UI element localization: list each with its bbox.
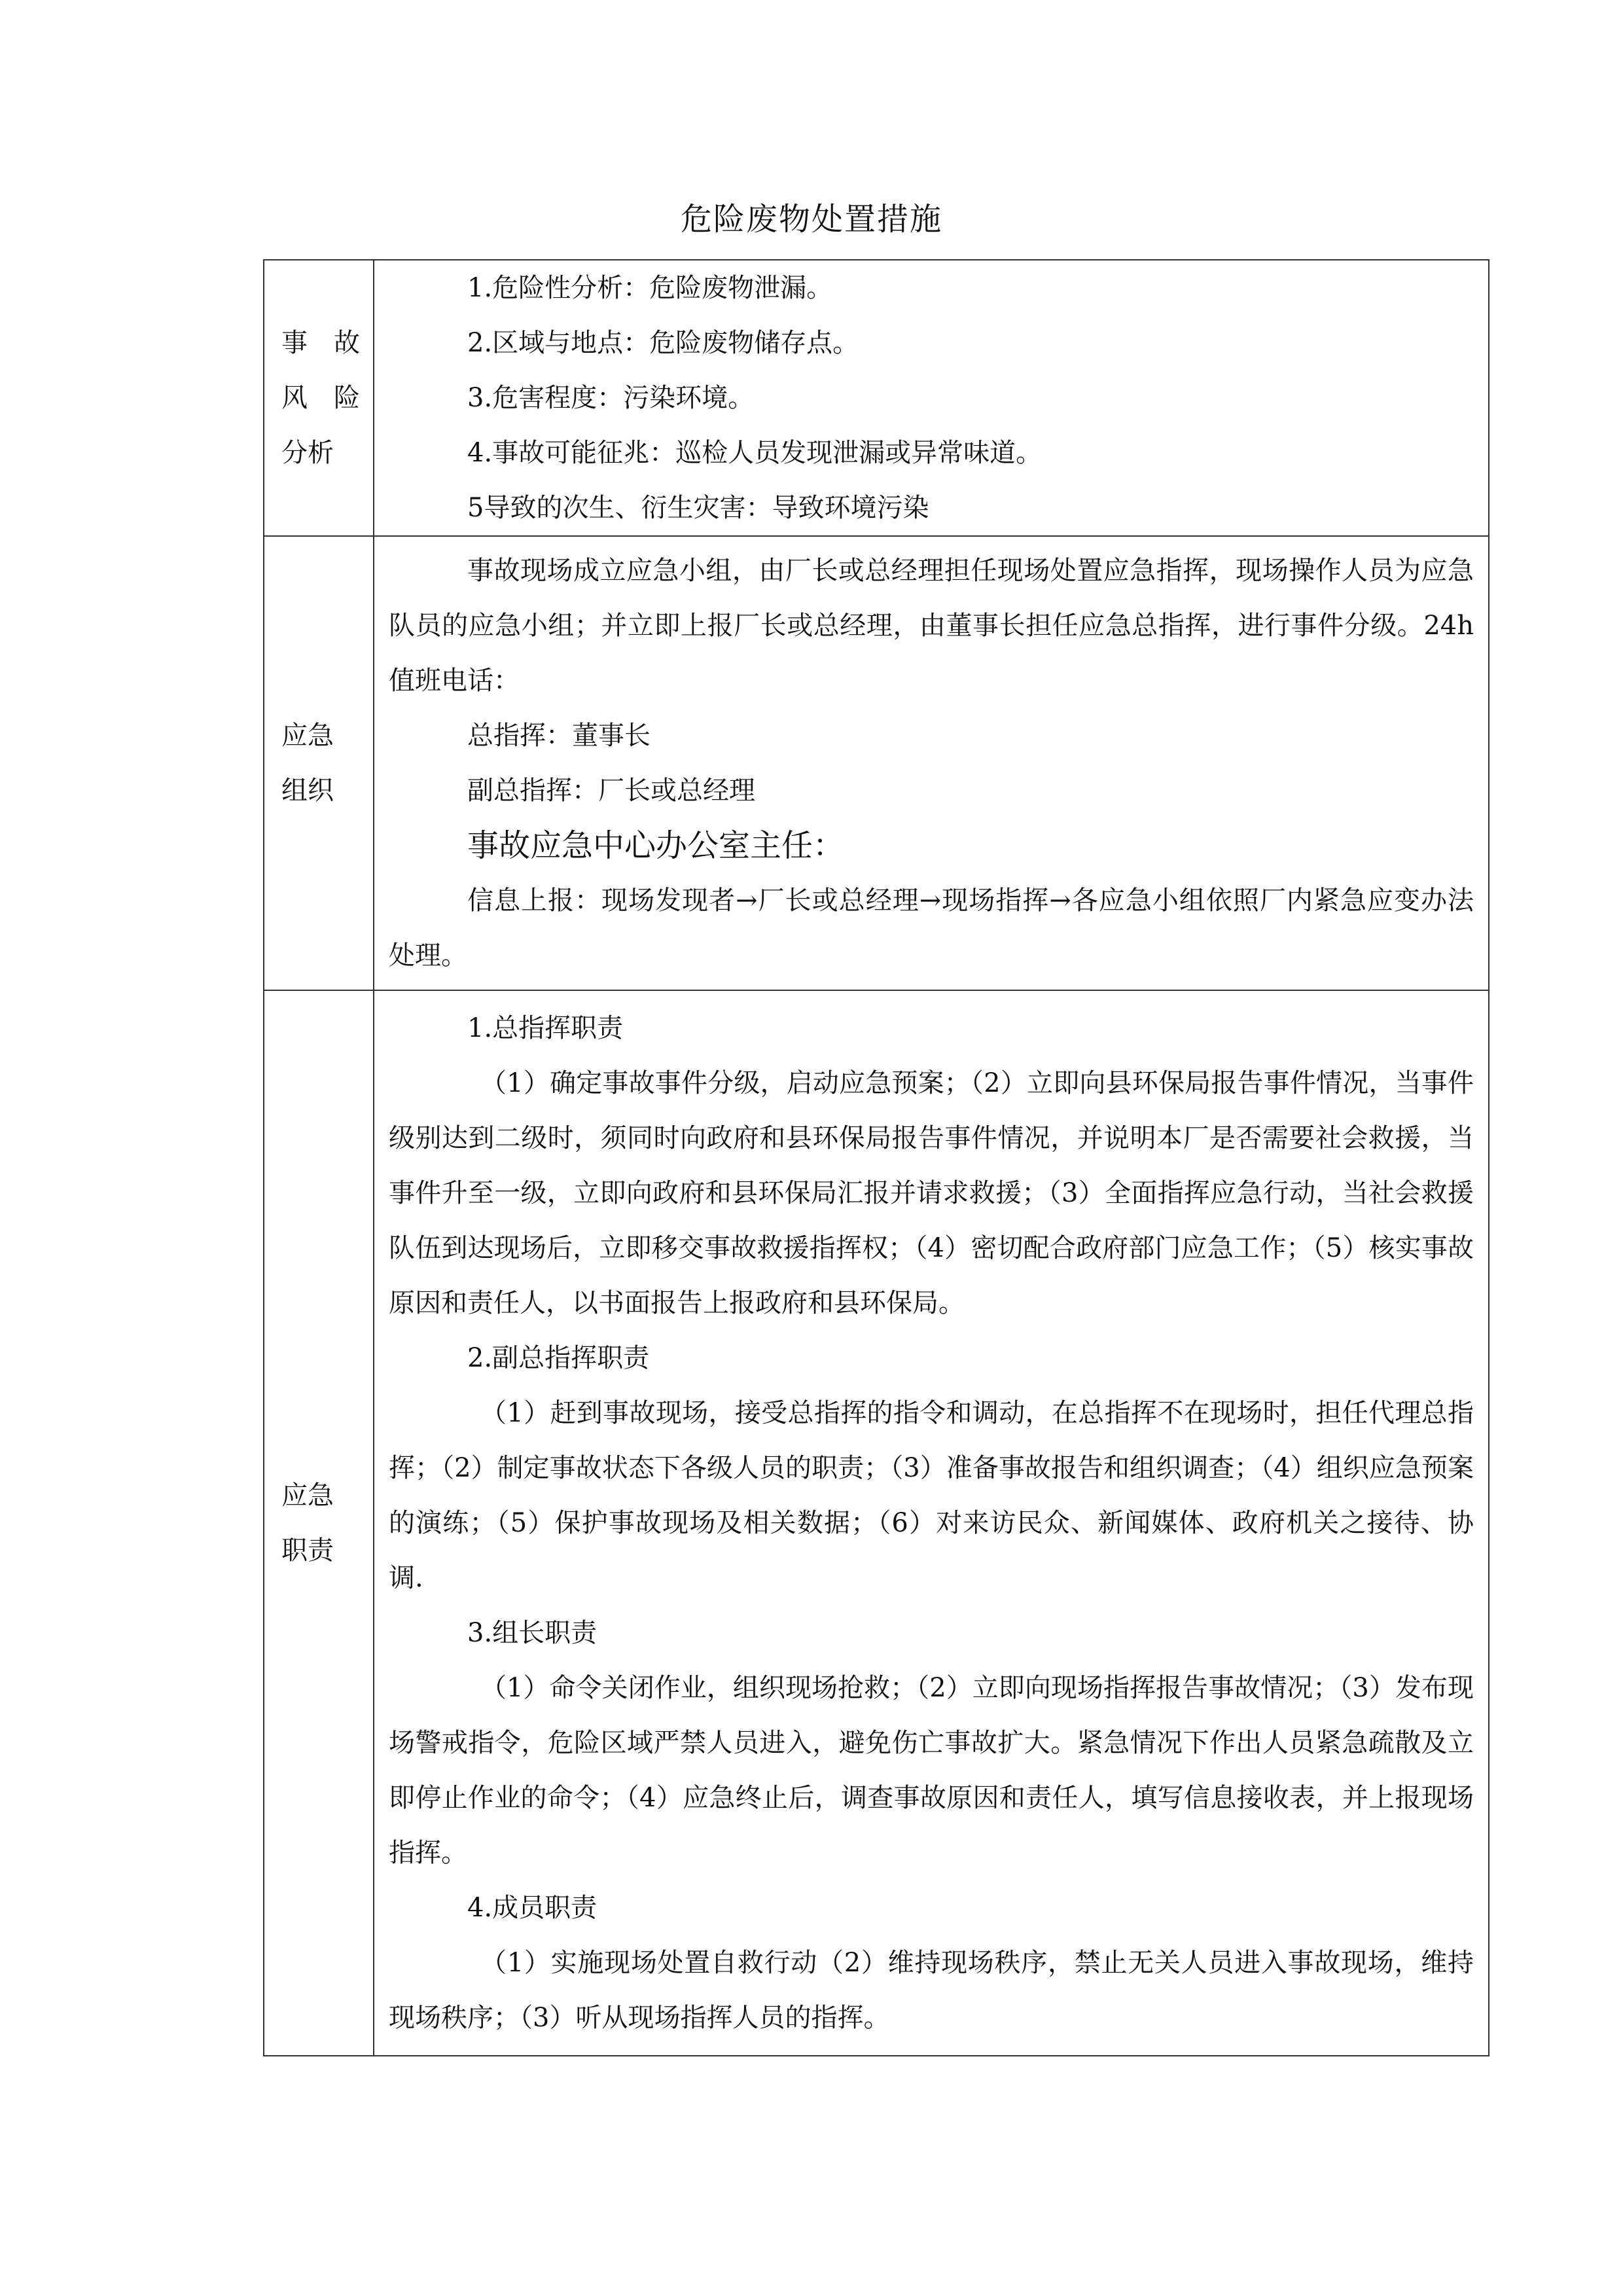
- report-chain: 信息上报：现场发现者→厂长或总经理→现场指挥→各应急小组依照厂内紧急应变办法处理。: [389, 886, 1474, 971]
- risk-item: 2.区域与地点：危险废物储存点。: [467, 328, 859, 358]
- duty-heading: 4.成员职责: [467, 1893, 597, 1923]
- label-line: [281, 315, 360, 370]
- row-label-cell: [264, 260, 374, 536]
- risk-item: 3.危害程度：污染环境。: [467, 383, 755, 413]
- row-label-emergency-duties: [264, 1468, 373, 1578]
- emergency-organization-content: [374, 543, 1488, 983]
- label-char: 险: [334, 383, 360, 413]
- row-label-cell: [264, 990, 374, 2056]
- risk-item: 1.危险性分析：危险废物泄漏。: [467, 273, 833, 303]
- table-row-emergency-organization: [264, 536, 1489, 990]
- label-line: 分析: [281, 438, 334, 468]
- risk-item: 4.事故可能征兆：巡检人员发现泄漏或异常味道。: [467, 438, 1043, 468]
- risk-analysis-content: [374, 260, 1488, 535]
- label-char: 风: [281, 383, 308, 413]
- organization-intro: 事故现场成立应急小组，由厂长或总经理担任现场处置应急指挥，现场操作人员为应急队员的应急小组；并立即上报厂长或总经理，由董事长担任应急总指挥，进行事件分级。24h值班电话：: [389, 556, 1474, 696]
- office-director-line: 事故应急中心办公室主任：: [467, 827, 845, 864]
- deputy-commander-line: 副总指挥：厂长或总经理: [467, 776, 755, 806]
- label-line: [281, 370, 360, 425]
- duty-heading: 3.组长职责: [467, 1618, 597, 1648]
- row-content-cell: [374, 536, 1489, 990]
- row-content-cell: [374, 260, 1489, 536]
- label-line: 应急: [281, 1480, 334, 1511]
- commander-line: 总指挥：董事长: [467, 721, 651, 751]
- label-line: 应急: [281, 721, 334, 751]
- table-row-emergency-duties: [264, 990, 1489, 2056]
- label-char: 事: [281, 328, 308, 358]
- duty-text: （1）赶到事故现场，接受总指挥的指令和调动，在总指挥不在现场时，担任代理总指挥；（2）制定事故状态下各级人员的职责；（3）准备事故报告和组织调查；（4）组织应急预案的演练；（5）保护事故现场及相关数据；（6）对来访民众、新闻媒体、政府机关之接待、协调.: [389, 1398, 1474, 1593]
- label-line: 职责: [281, 1535, 334, 1566]
- duty-heading: 1.总指挥职责: [467, 1013, 624, 1043]
- duty-text: （1）确定事故事件分级，启动应急预案；（2）立即向县环保局报告事件情况，当事件级别达到二级时，须同时向政府和县环保局报告事件情况，并说明本厂是否需要社会救援，当事件升至一级，立即向政府和县环保局汇报并请求救援；（3）全面指挥应急行动，当社会救援队伍到达现场后，立即移交事故救援指挥权；（4）密切配合政府部门应急工作；（5）核实事故原因和责任人，以书面报告上报政府和县环保局。: [389, 1068, 1474, 1318]
- emergency-duties-content: [374, 1001, 1488, 2045]
- row-label-cell: [264, 536, 374, 990]
- row-content-cell: [374, 990, 1489, 2056]
- row-label-risk-analysis: [264, 315, 373, 480]
- risk-item: 5导致的次生、衍生灾害：导致环境污染: [467, 493, 929, 523]
- label-char: 故: [334, 328, 360, 358]
- duty-text: （1）实施现场处置自救行动（2）维持现场秩序，禁止无关人员进入事故现场，维持现场秩序；（3）听从现场指挥人员的指挥。: [389, 1948, 1474, 2033]
- table-row-risk-analysis: [264, 260, 1489, 536]
- row-label-emergency-organization: [264, 708, 373, 818]
- measures-table: [263, 259, 1489, 2056]
- label-line: 组织: [281, 776, 334, 806]
- duty-text: （1）命令关闭作业，组织现场抢救；（2）立即向现场指挥报告事故情况；（3）发布现场警戒指令，危险区域严禁人员进入，避免伤亡事故扩大。紧急情况下作出人员紧急疏散及立即停止作业的命令；（4）应急终止后，调查事故原因和责任人，填写信息接收表，并上报现场指挥。: [389, 1673, 1474, 1868]
- duty-heading: 2.副总指挥职责: [467, 1343, 650, 1373]
- document-title: 危险废物处置措施: [680, 201, 942, 238]
